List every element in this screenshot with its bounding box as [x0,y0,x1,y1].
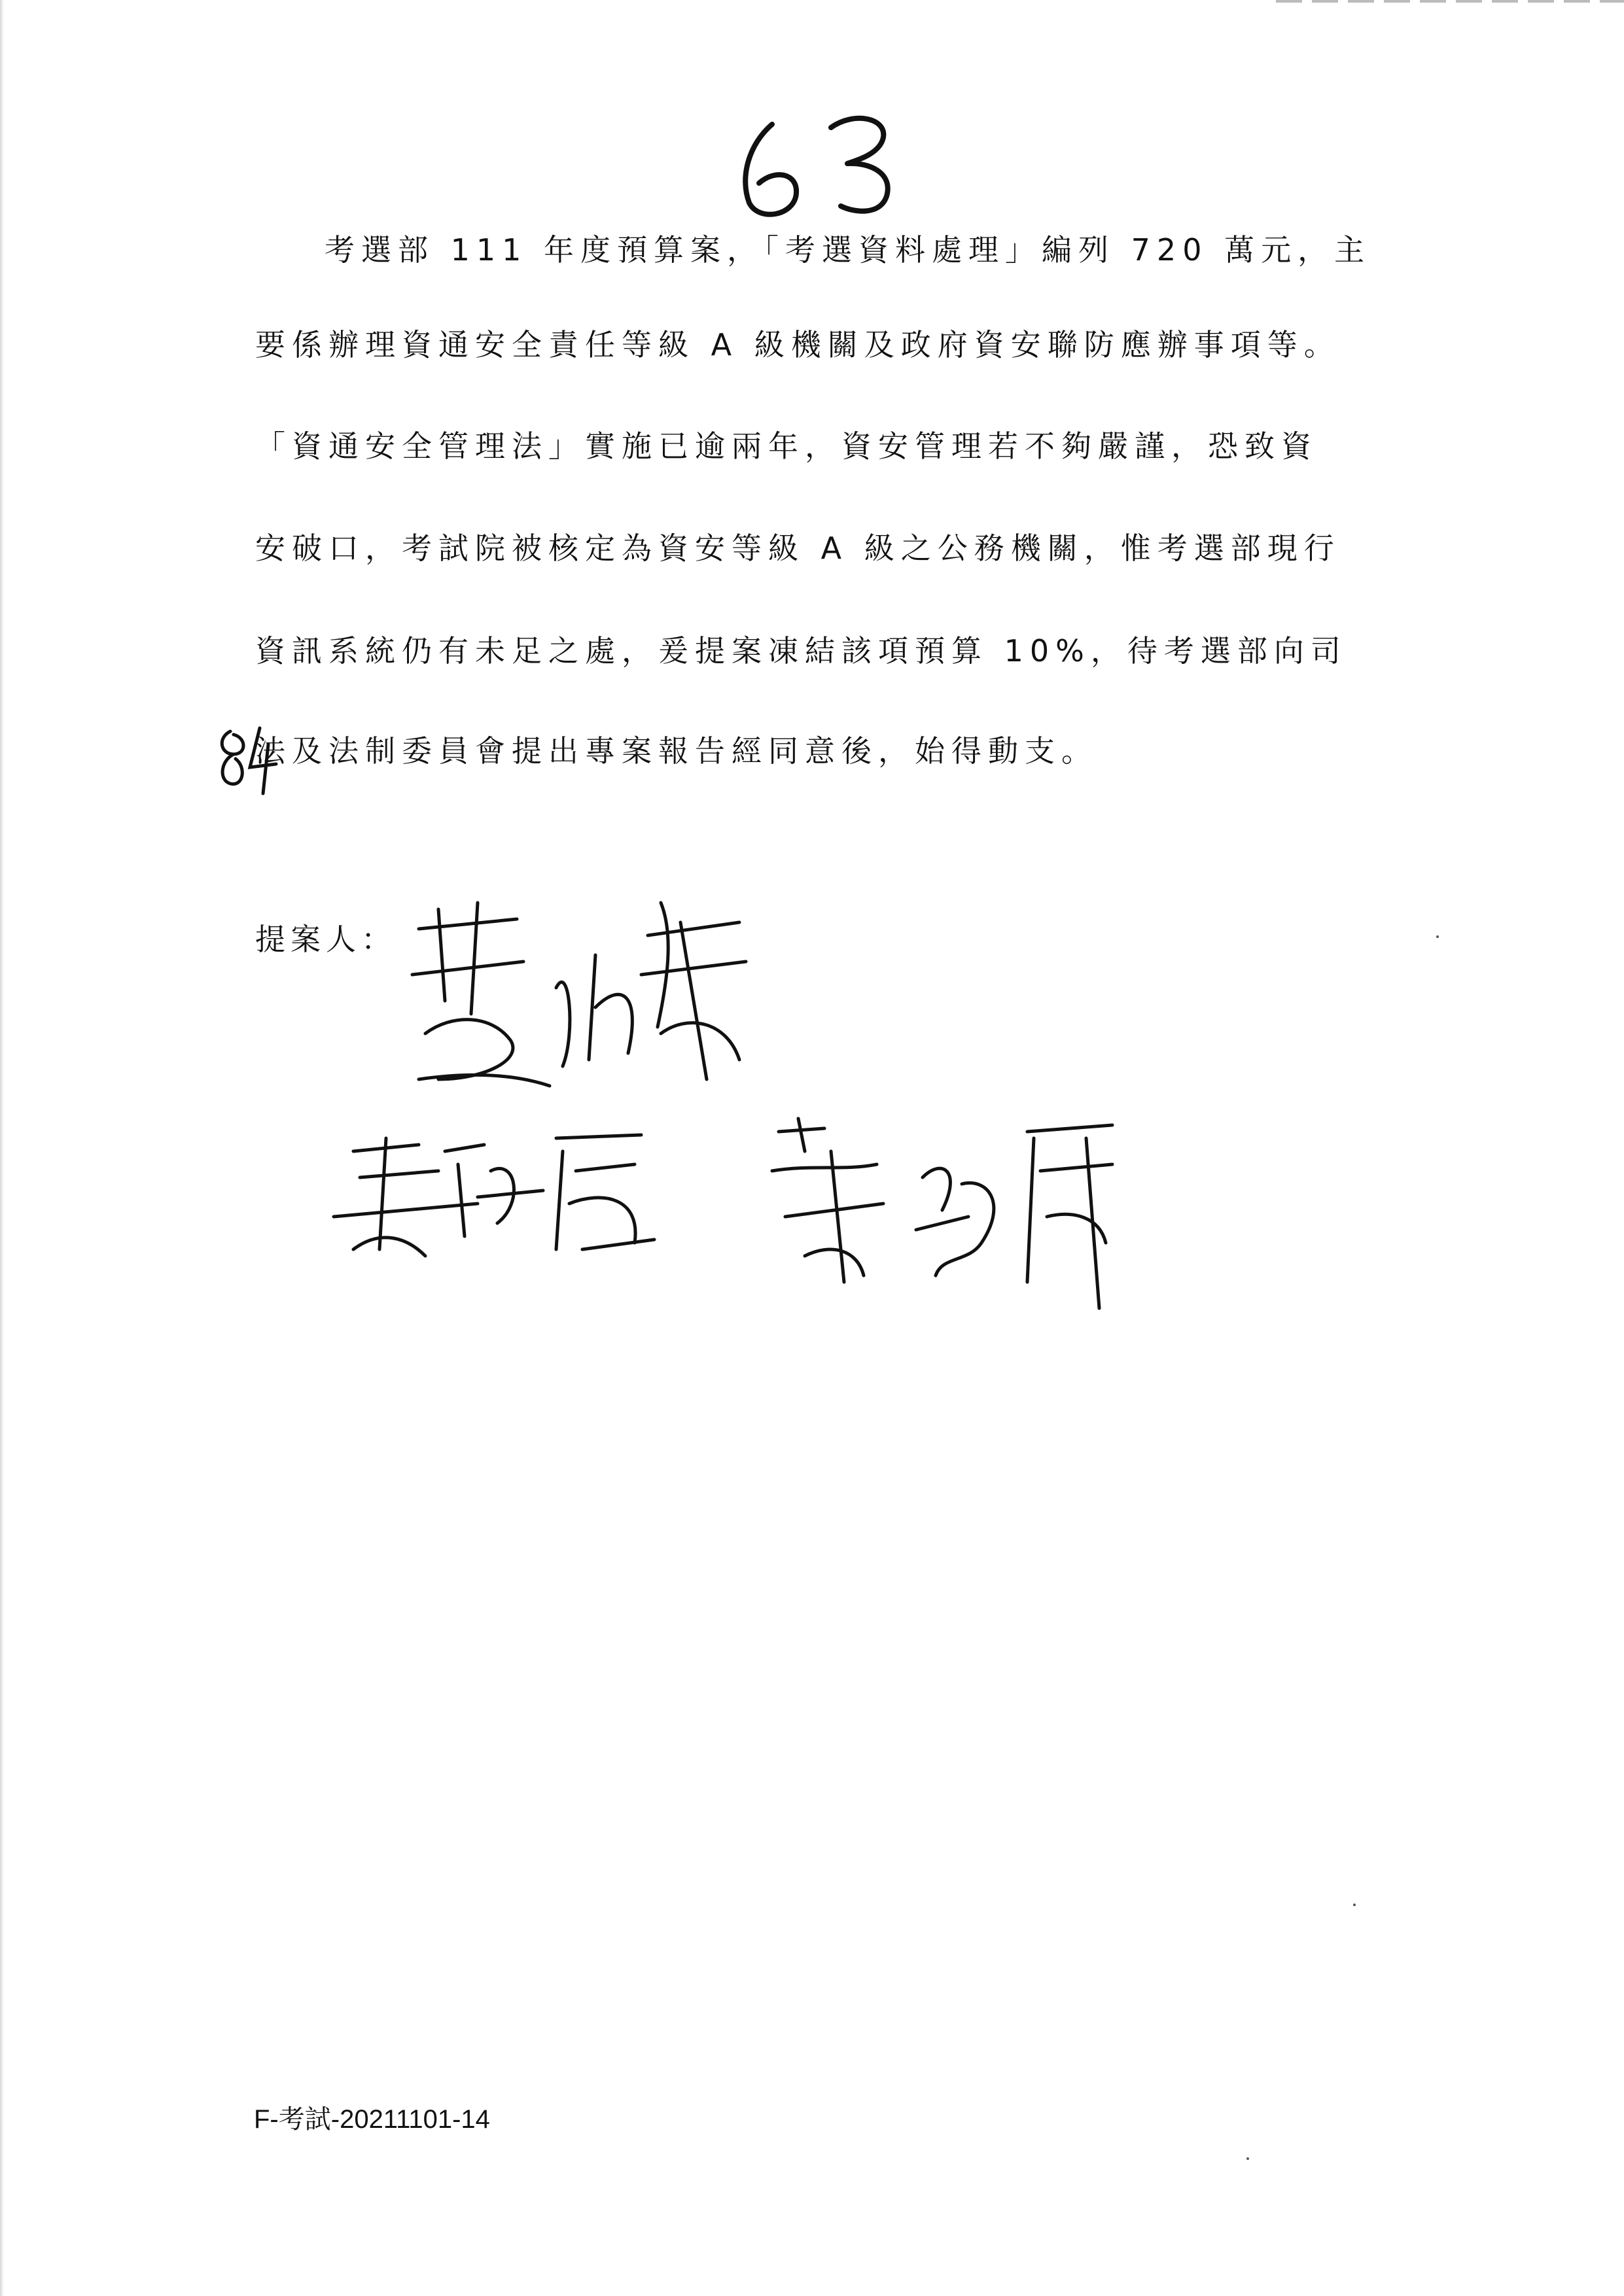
scan-edge [0,0,4,2296]
scan-edge [1276,0,1624,3]
handwritten-margin-annotation [211,718,283,797]
handwritten-page-number [723,98,919,222]
body-line: 法及法制委員會提出專案報告經同意後，始得動支。 [255,733,1098,769]
proposer-label: 提案人： [255,922,397,957]
scan-speck [1353,1904,1356,1906]
scan-speck [1246,2157,1249,2160]
body-line: 安破口，考試院被核定為資安等級 A 級之公務機關，惟考選部現行 [255,531,1341,566]
scan-speck [1436,935,1439,938]
body-line: 考選部 111 年度預算案，「考選資料處理」編列 720 萬元，主 [325,232,1371,268]
document-code: F-考試-20211101-14 [254,2105,490,2134]
handwritten-signature [746,1112,1139,1321]
handwritten-signature [327,1125,667,1269]
body-line: 「資通安全管理法」實施已逾兩年，資安管理若不夠嚴謹，恐致資 [255,428,1318,464]
body-line: 要係辦理資通安全責任等級 A 級機關及政府資安聯防應辦事項等。 [255,327,1341,362]
body-line: 資訊系統仍有未足之處，爰提案凍結該項預算 10%，待考選部向司 [255,633,1347,669]
handwritten-signature [399,883,766,1105]
